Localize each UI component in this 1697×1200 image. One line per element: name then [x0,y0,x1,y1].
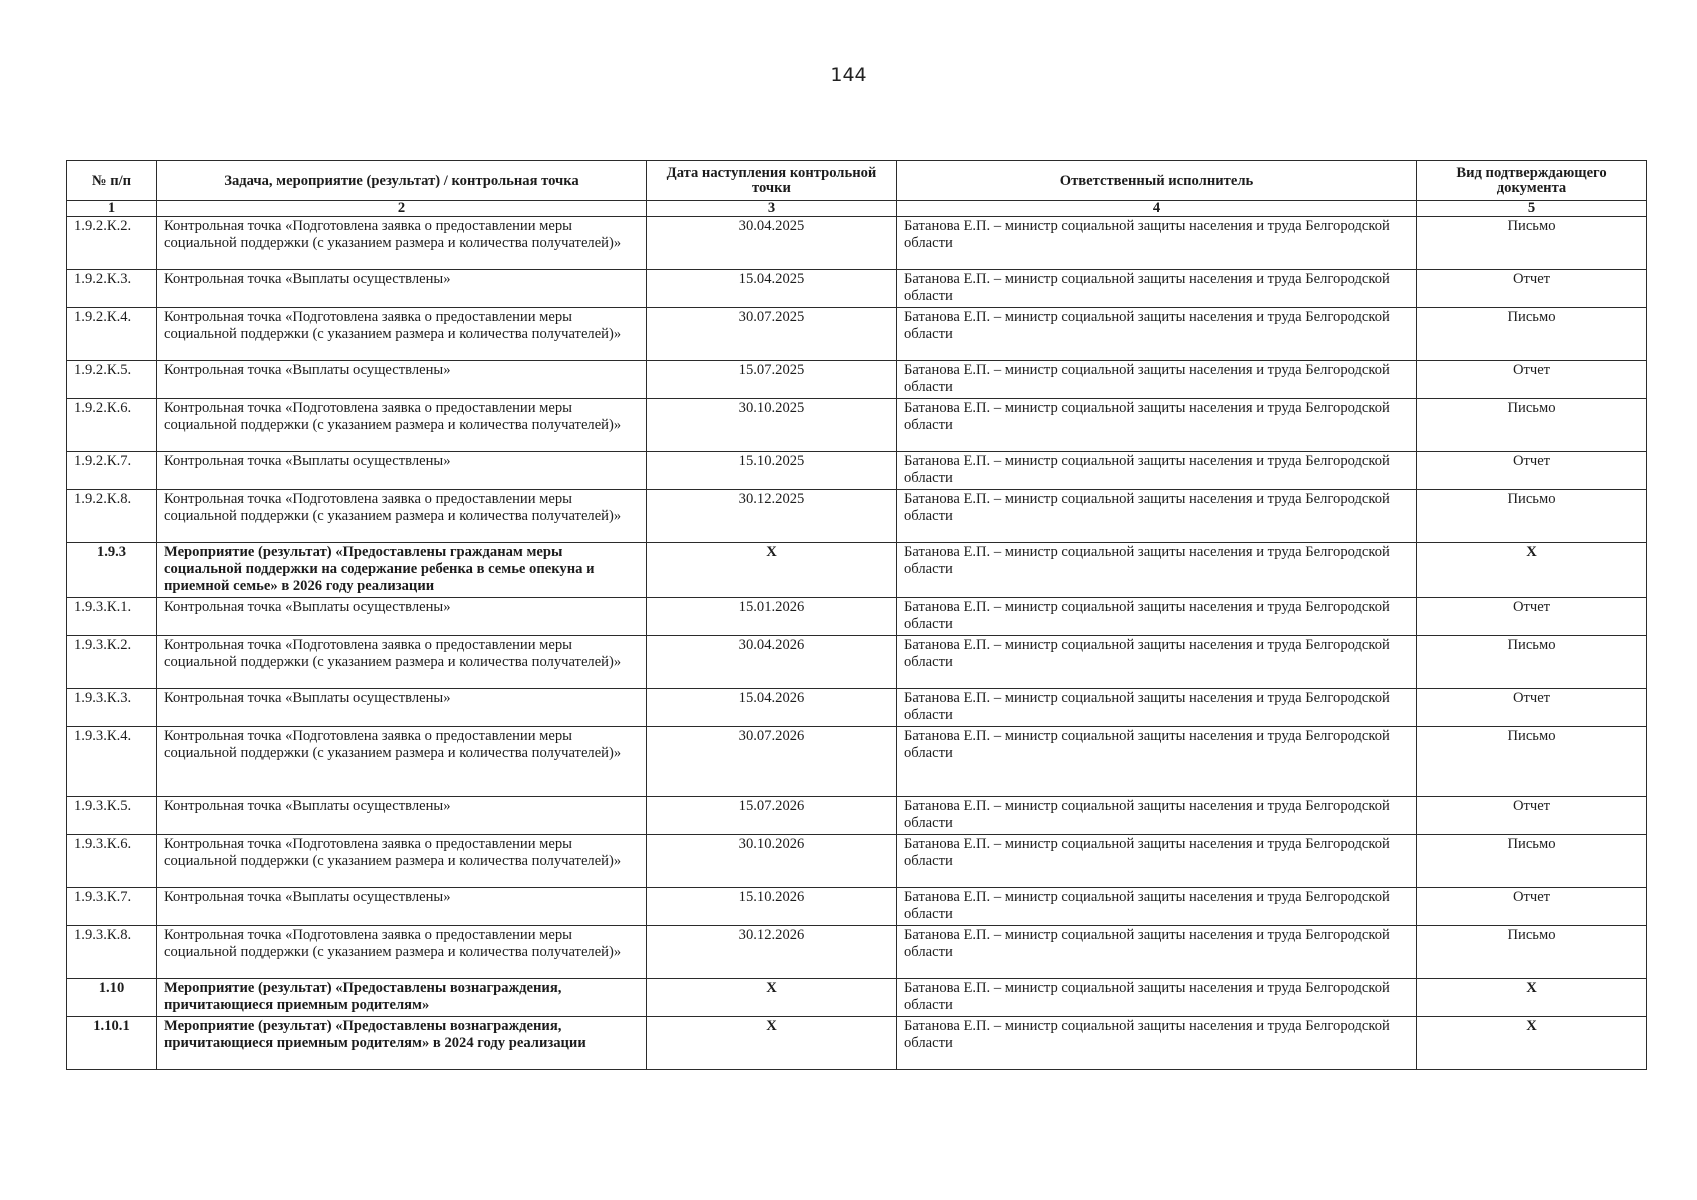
row-document-type: Отчет [1417,270,1647,308]
row-date: X [647,1017,897,1070]
row-executor: Батанова Е.П. – министр социальной защиты населения и труда Белгородской области [897,270,1417,308]
row-document-type: Письмо [1417,217,1647,270]
row-document-type: X [1417,1017,1647,1070]
row-date: 30.10.2026 [647,835,897,888]
row-document-type: Письмо [1417,636,1647,689]
table-row [67,361,1647,399]
row-date: 15.01.2026 [647,598,897,636]
row-document-type: Письмо [1417,490,1647,543]
table-row [67,490,1647,543]
column-number: 3 [647,201,897,217]
row-executor: Батанова Е.П. – министр социальной защиты населения и труда Белгородской области [897,399,1417,452]
row-task: Контрольная точка «Выплаты осуществлены» [157,361,647,399]
row-document-type: Письмо [1417,926,1647,979]
row-task: Мероприятие (результат) «Предоставлены вознаграждения, причитающиеся приемным родителям» в 2024 году реализации [157,1017,647,1070]
header-task: Задача, мероприятие (результат) / контрольная точка [157,161,647,201]
row-date: 30.07.2025 [647,308,897,361]
row-executor: Батанова Е.П. – министр социальной защиты населения и труда Белгородской области [897,727,1417,797]
row-number: 1.10 [67,979,157,1017]
row-number: 1.9.3.К.8. [67,926,157,979]
row-document-type: X [1417,979,1647,1017]
row-task: Контрольная точка «Подготовлена заявка о предоставлении меры социальной поддержки (с указанием размера и количества получателей)» [157,835,647,888]
row-number: 1.9.3.К.5. [67,797,157,835]
header-date: Дата наступления контрольной точки [647,161,897,201]
row-executor: Батанова Е.П. – министр социальной защиты населения и труда Белгородской области [897,797,1417,835]
row-number: 1.9.3.К.7. [67,888,157,926]
row-executor: Батанова Е.П. – министр социальной защиты населения и труда Белгородской области [897,636,1417,689]
row-number: 1.9.3.К.2. [67,636,157,689]
table-row [67,727,1647,797]
row-task: Контрольная точка «Подготовлена заявка о предоставлении меры социальной поддержки (с указанием размера и количества получателей)» [157,217,647,270]
table-row [67,270,1647,308]
row-document-type: Отчет [1417,361,1647,399]
row-task: Контрольная точка «Выплаты осуществлены» [157,797,647,835]
control-points-table [66,160,1647,1070]
row-number: 1.9.3.К.4. [67,727,157,797]
row-date: 30.12.2025 [647,490,897,543]
row-number: 1.9.2.К.6. [67,399,157,452]
row-date: 30.04.2026 [647,636,897,689]
column-number: 1 [67,201,157,217]
row-date: 15.04.2026 [647,689,897,727]
row-document-type: Отчет [1417,452,1647,490]
row-number: 1.9.2.К.3. [67,270,157,308]
table-row [67,835,1647,888]
row-task: Контрольная точка «Подготовлена заявка о предоставлении меры социальной поддержки (с указанием размера и количества получателей)» [157,727,647,797]
row-number: 1.9.2.К.2. [67,217,157,270]
table-row [67,797,1647,835]
table-row [67,217,1647,270]
row-number: 1.9.3.К.6. [67,835,157,888]
row-task: Контрольная точка «Подготовлена заявка о предоставлении меры социальной поддержки (с указанием размера и количества получателей)» [157,399,647,452]
row-number: 1.9.3 [67,543,157,598]
header-document-type: Вид подтверждающего документа [1417,161,1647,201]
row-document-type: Письмо [1417,308,1647,361]
table-row-activity [67,979,1647,1017]
table-row-activity [67,543,1647,598]
row-task: Контрольная точка «Подготовлена заявка о предоставлении меры социальной поддержки (с указанием размера и количества получателей)» [157,926,647,979]
row-executor: Батанова Е.П. – министр социальной защиты населения и труда Белгородской области [897,979,1417,1017]
row-document-type: Письмо [1417,835,1647,888]
row-executor: Батанова Е.П. – министр социальной защиты населения и труда Белгородской области [897,888,1417,926]
row-number: 1.9.3.К.1. [67,598,157,636]
row-document-type: Отчет [1417,598,1647,636]
row-executor: Батанова Е.П. – министр социальной защиты населения и труда Белгородской области [897,926,1417,979]
row-document-type: X [1417,543,1647,598]
row-executor: Батанова Е.П. – министр социальной защиты населения и труда Белгородской области [897,598,1417,636]
row-date: X [647,543,897,598]
row-executor: Батанова Е.П. – министр социальной защиты населения и труда Белгородской области [897,361,1417,399]
row-task: Контрольная точка «Подготовлена заявка о предоставлении меры социальной поддержки (с указанием размера и количества получателей)» [157,490,647,543]
row-task: Контрольная точка «Выплаты осуществлены» [157,452,647,490]
row-date: X [647,979,897,1017]
row-executor: Батанова Е.П. – министр социальной защиты населения и труда Белгородской области [897,452,1417,490]
header-number: № п/п [67,161,157,201]
column-number: 2 [157,201,647,217]
row-number: 1.9.3.К.3. [67,689,157,727]
row-number: 1.9.2.К.5. [67,361,157,399]
row-document-type: Письмо [1417,727,1647,797]
row-date: 30.10.2025 [647,399,897,452]
row-task: Мероприятие (результат) «Предоставлены вознаграждения, причитающиеся приемным родителям» [157,979,647,1017]
row-number: 1.10.1 [67,1017,157,1070]
row-executor: Батанова Е.П. – министр социальной защиты населения и труда Белгородской области [897,689,1417,727]
row-document-type: Отчет [1417,689,1647,727]
row-task: Контрольная точка «Выплаты осуществлены» [157,598,647,636]
row-date: 30.04.2025 [647,217,897,270]
row-executor: Батанова Е.П. – министр социальной защиты населения и труда Белгородской области [897,490,1417,543]
table-row [67,452,1647,490]
row-date: 15.07.2026 [647,797,897,835]
row-date: 15.04.2025 [647,270,897,308]
table-header-row [67,161,1647,201]
row-executor: Батанова Е.П. – министр социальной защиты населения и труда Белгородской области [897,1017,1417,1070]
row-document-type: Отчет [1417,797,1647,835]
table-row [67,598,1647,636]
table-row [67,399,1647,452]
table-row [67,308,1647,361]
table-row [67,926,1647,979]
row-executor: Батанова Е.П. – министр социальной защиты населения и труда Белгородской области [897,835,1417,888]
row-task: Контрольная точка «Выплаты осуществлены» [157,689,647,727]
table-row [67,689,1647,727]
column-number: 4 [897,201,1417,217]
row-executor: Батанова Е.П. – министр социальной защиты населения и труда Белгородской области [897,543,1417,598]
row-date: 30.12.2026 [647,926,897,979]
header-executor: Ответственный исполнитель [897,161,1417,201]
row-task: Мероприятие (результат) «Предоставлены гражданам меры социальной поддержки на содержание ребенка в семье опекуна и приемной семье» в 2026 году реализации [157,543,647,598]
row-task: Контрольная точка «Подготовлена заявка о предоставлении меры социальной поддержки (с указанием размера и количества получателей)» [157,308,647,361]
table-row [67,888,1647,926]
row-task: Контрольная точка «Подготовлена заявка о предоставлении меры социальной поддержки (с указанием размера и количества получателей)» [157,636,647,689]
row-number: 1.9.2.К.7. [67,452,157,490]
row-date: 15.07.2025 [647,361,897,399]
row-number: 1.9.2.К.8. [67,490,157,543]
row-number: 1.9.2.К.4. [67,308,157,361]
row-document-type: Отчет [1417,888,1647,926]
table-row-activity [67,1017,1647,1070]
column-number: 5 [1417,201,1647,217]
row-task: Контрольная точка «Выплаты осуществлены» [157,888,647,926]
row-executor: Батанова Е.П. – министр социальной защиты населения и труда Белгородской области [897,308,1417,361]
table-body [67,217,1647,1070]
row-date: 30.07.2026 [647,727,897,797]
row-date: 15.10.2025 [647,452,897,490]
table-column-numbers-row [67,201,1647,217]
row-document-type: Письмо [1417,399,1647,452]
row-executor: Батанова Е.П. – министр социальной защиты населения и труда Белгородской области [897,217,1417,270]
row-date: 15.10.2026 [647,888,897,926]
row-task: Контрольная точка «Выплаты осуществлены» [157,270,647,308]
page-number: 144 [830,64,867,86]
table-row [67,636,1647,689]
